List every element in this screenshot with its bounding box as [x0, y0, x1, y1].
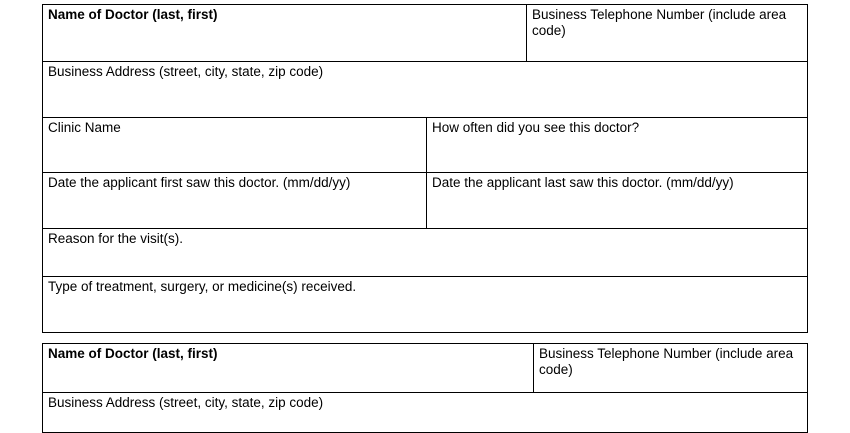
doctor-section-2 — [42, 343, 808, 433]
visit-reason-label: Reason for the visit(s). — [48, 231, 184, 246]
first-visit-date-field[interactable] — [43, 173, 426, 228]
first-visit-date-label: Date the applicant first saw this doctor. (mm/dd/yy) — [48, 175, 351, 190]
business-address-label: Business Address (street, city, state, zip code) — [48, 64, 324, 79]
clinic-row — [43, 117, 807, 172]
last-visit-date-field[interactable] — [426, 173, 807, 228]
business-phone-label: Business Telephone Number (include area code) — [532, 7, 787, 38]
doctor-name-label: Name of Doctor (last, first) — [48, 346, 218, 361]
business-phone-field[interactable] — [533, 344, 807, 392]
visit-frequency-field[interactable] — [426, 118, 807, 172]
treatment-row — [43, 276, 807, 332]
business-address-field[interactable] — [43, 62, 807, 117]
clinic-name-field[interactable] — [43, 118, 426, 172]
reason-row — [43, 228, 807, 276]
doctor-information-form — [42, 4, 808, 433]
doctor-name-field[interactable] — [43, 5, 526, 61]
visit-reason-field[interactable] — [43, 229, 807, 276]
treatment-label: Type of treatment, surgery, or medicine(s) received. — [48, 279, 357, 294]
business-address-field[interactable] — [43, 393, 807, 432]
last-visit-date-label: Date the applicant last saw this doctor. (mm/dd/yy) — [432, 175, 734, 190]
doctor-name-field[interactable] — [43, 344, 533, 392]
visit-frequency-label: How often did you see this doctor? — [432, 120, 640, 135]
doctor-name-row — [43, 344, 807, 392]
doctor-name-row — [43, 5, 807, 61]
treatment-field[interactable] — [43, 277, 807, 332]
business-address-row — [43, 392, 807, 432]
clinic-name-label: Clinic Name — [48, 120, 121, 135]
business-phone-field[interactable] — [526, 5, 807, 61]
business-address-row — [43, 61, 807, 117]
business-address-label: Business Address (street, city, state, zip code) — [48, 395, 324, 410]
business-phone-label: Business Telephone Number (include area code) — [539, 346, 794, 377]
visit-dates-row — [43, 172, 807, 228]
doctor-name-label: Name of Doctor (last, first) — [48, 7, 218, 22]
doctor-section-1 — [42, 4, 808, 333]
